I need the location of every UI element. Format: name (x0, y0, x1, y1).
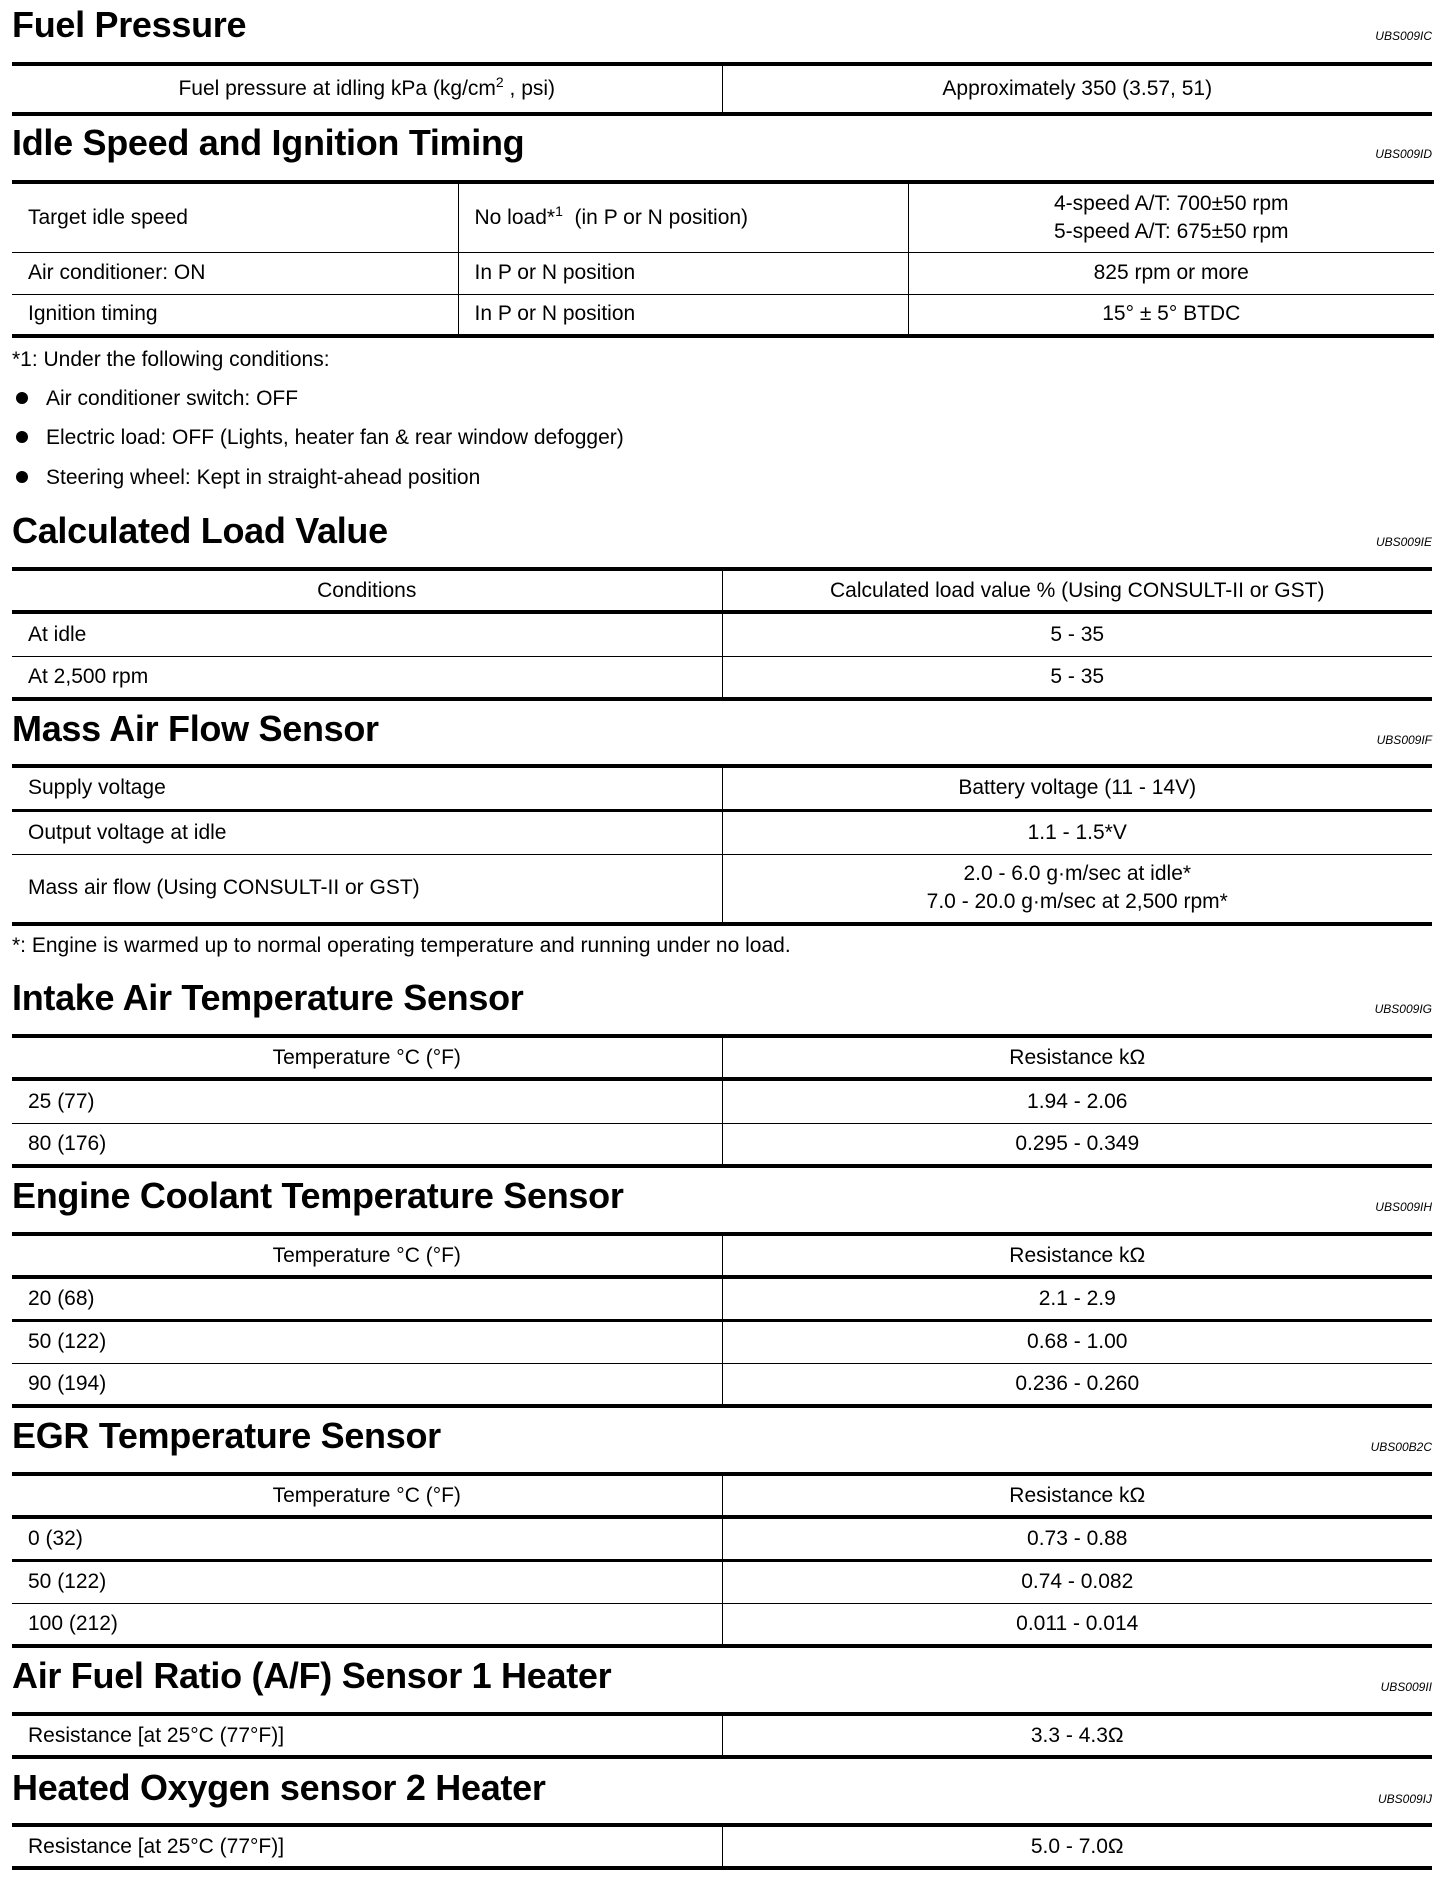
section-code: UBS009II (1380, 1680, 1432, 1694)
spec-value: Battery voltage (11 - 14V) (722, 766, 1432, 810)
section-header-egr (12, 1411, 1432, 1461)
spec-item: Air conditioner: ON (12, 252, 458, 294)
spec-label: At idle (12, 612, 722, 656)
section-title: Calculated Load Value (12, 510, 388, 551)
table-row (12, 854, 1432, 924)
spec-value: 0.011 - 0.014 (722, 1603, 1432, 1646)
table-row (12, 810, 1432, 854)
table-header-row (12, 1474, 1432, 1517)
spec-label: 50 (122) (12, 1320, 722, 1363)
bullet-icon (16, 431, 28, 443)
spec-label: Resistance [at 25°C (77°F)] (12, 1714, 722, 1757)
spec-value: 2.0 - 6.0 g·m/sec at idle* 7.0 - 20.0 g·m/sec at 2,500 rpm* (722, 854, 1432, 924)
spec-label: 25 (77) (12, 1079, 722, 1123)
table-row (12, 252, 1434, 294)
spec-label: 80 (176) (12, 1123, 722, 1166)
footnote: *1: Under the following conditions: (12, 348, 330, 371)
spec-condition: In P or N position (458, 294, 908, 336)
spec-label: Resistance [at 25°C (77°F)] (12, 1825, 722, 1868)
spec-value: 1.94 - 2.06 (722, 1079, 1432, 1123)
spec-value: 5.0 - 7.0Ω (722, 1825, 1432, 1868)
table-row (12, 1603, 1432, 1646)
section-code: UBS00B2C (1370, 1440, 1432, 1454)
spec-value: 0.236 - 0.260 (722, 1363, 1432, 1406)
spec-value: 825 rpm or more (908, 252, 1434, 294)
table-header-row (12, 569, 1432, 612)
column-header: Resistance kΩ (722, 1036, 1432, 1079)
spec-value: 4-speed A/T: 700±50 rpm 5-speed A/T: 675±50 rpm (908, 182, 1434, 252)
section-header-calculated-load (12, 506, 1432, 556)
table-row (12, 766, 1432, 810)
column-header: Resistance kΩ (722, 1474, 1432, 1517)
section-title: Fuel Pressure (12, 4, 247, 45)
spec-condition: No load*$^1$ (in P or N position) (458, 182, 908, 252)
bullet-item: Air conditioner switch: OFF (12, 387, 298, 411)
spec-item: Target idle speed (12, 182, 458, 252)
maf-table (12, 764, 1432, 926)
iat-table (12, 1034, 1432, 1168)
spec-value: 2.1 - 2.9 (722, 1277, 1432, 1320)
column-header: Calculated load value % (Using CONSULT-II or GST) (722, 569, 1432, 612)
section-title: Air Fuel Ratio (A/F) Sensor 1 Heater (12, 1655, 612, 1696)
spec-value: 0.295 - 0.349 (722, 1123, 1432, 1166)
spec-value: 5 - 35 (722, 612, 1432, 656)
calculated-load-table (12, 567, 1432, 701)
spec-label: Supply voltage (12, 766, 722, 810)
section-header-ect (12, 1171, 1432, 1221)
table-row (12, 294, 1434, 336)
table-row (12, 182, 1434, 252)
spec-value: 0.73 - 0.88 (722, 1517, 1432, 1560)
table-row (12, 1277, 1432, 1320)
section-title: Engine Coolant Temperature Sensor (12, 1175, 624, 1216)
spec-label: 100 (212) (12, 1603, 722, 1646)
spec-label: 0 (32) (12, 1517, 722, 1560)
table-row (12, 612, 1432, 656)
footnote: *: Engine is warmed up to normal operating temperature and running under no load. (12, 934, 791, 957)
spec-label: Mass air flow (Using CONSULT-II or GST) (12, 854, 722, 924)
section-title: Mass Air Flow Sensor (12, 708, 379, 749)
bullet-icon (16, 392, 28, 404)
column-header: Conditions (12, 569, 722, 612)
spec-label: Output voltage at idle (12, 810, 722, 854)
section-header-af-heater (12, 1651, 1432, 1701)
table-header-row (12, 1234, 1432, 1277)
af-heater-table (12, 1712, 1432, 1759)
spec-value: 15° ± 5° BTDC (908, 294, 1434, 336)
section-code: UBS009IJ (1377, 1792, 1432, 1806)
table-header-row (12, 1036, 1432, 1079)
spec-condition: In P or N position (458, 252, 908, 294)
spec-item: Ignition timing (12, 294, 458, 336)
spec-value: Approximately 350 (3.57, 51) (722, 64, 1432, 114)
section-header-maf (12, 704, 1432, 754)
table-row (12, 1320, 1432, 1363)
bullet-icon (16, 471, 28, 483)
ect-table (12, 1232, 1432, 1408)
spec-value: 0.68 - 1.00 (722, 1320, 1432, 1363)
bullet-item: Electric load: OFF (Lights, heater fan & rear window defogger) (12, 426, 624, 450)
table-row (12, 1079, 1432, 1123)
section-title: EGR Temperature Sensor (12, 1415, 441, 1456)
section-title: Heated Oxygen sensor 2 Heater (12, 1767, 546, 1808)
column-header: Temperature °C (°F) (12, 1036, 722, 1079)
egr-table (12, 1472, 1432, 1648)
section-title: Intake Air Temperature Sensor (12, 977, 524, 1018)
section-header-fuel-pressure (12, 0, 1432, 50)
section-header-ho2-heater (12, 1763, 1432, 1813)
table-row (12, 1560, 1432, 1603)
spec-label: 90 (194) (12, 1363, 722, 1406)
section-header-idle-speed (12, 118, 1432, 168)
section-code: UBS009ID (1375, 147, 1432, 161)
table-row (12, 656, 1432, 699)
table-row (12, 1714, 1432, 1757)
column-header: Temperature °C (°F) (12, 1234, 722, 1277)
ho2-heater-table (12, 1823, 1432, 1870)
table-row (12, 64, 1432, 114)
section-title: Idle Speed and Ignition Timing (12, 122, 525, 163)
table-row (12, 1517, 1432, 1560)
table-row (12, 1363, 1432, 1406)
spec-label: At 2,500 rpm (12, 656, 722, 699)
spec-value: 0.74 - 0.082 (722, 1560, 1432, 1603)
fuel-pressure-table (12, 62, 1432, 116)
section-code: UBS009IE (1375, 535, 1432, 549)
bullet-item: Steering wheel: Kept in straight-ahead position (12, 466, 480, 490)
idle-speed-table (12, 180, 1434, 338)
spec-value: 1.1 - 1.5*V (722, 810, 1432, 854)
spec-value: 3.3 - 4.3Ω (722, 1714, 1432, 1757)
table-row (12, 1825, 1432, 1868)
spec-value: 5 - 35 (722, 656, 1432, 699)
section-code: UBS009IC (1375, 29, 1432, 43)
section-code: UBS009IG (1374, 1002, 1432, 1016)
spec-label: Fuel pressure at idling kPa ($kg/cm^2$ , psi) (12, 64, 722, 114)
spec-label: 20 (68) (12, 1277, 722, 1320)
spec-label: 50 (122) (12, 1560, 722, 1603)
section-code: UBS009IF (1376, 733, 1432, 747)
column-header: Temperature °C (°F) (12, 1474, 722, 1517)
section-header-iat (12, 973, 1432, 1023)
table-row (12, 1123, 1432, 1166)
column-header: Resistance kΩ (722, 1234, 1432, 1277)
section-code: UBS009IH (1375, 1200, 1432, 1214)
